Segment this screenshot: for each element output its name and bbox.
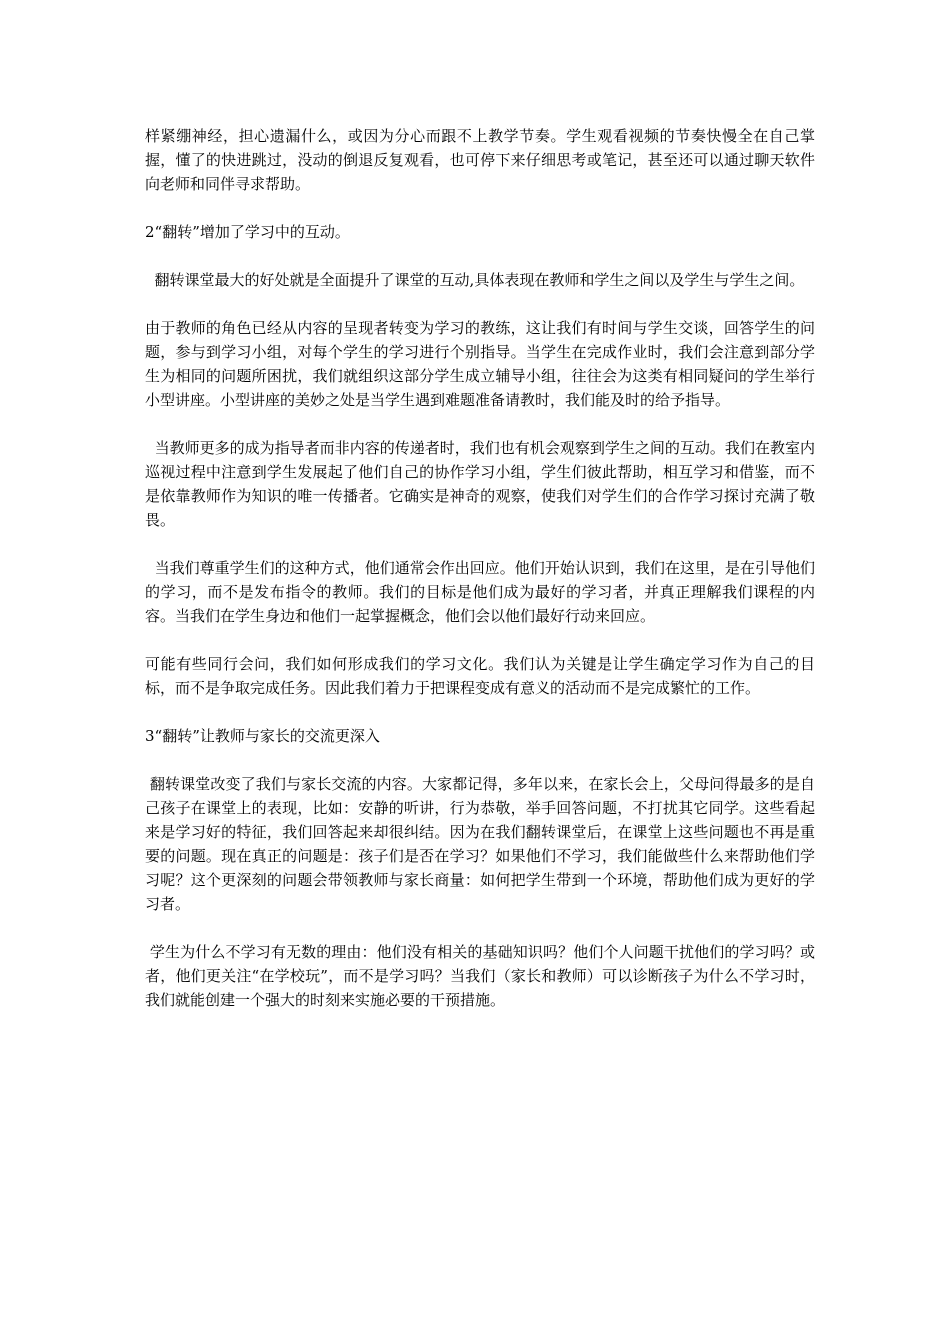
paragraph-student-interaction: 当教师更多的成为指导者而非内容的传递者时，我们也有机会观察到学生之间的互动。我们在教室内巡视过程中注意到学生发展起了他们自己的协作学习小组，学生们彼此帮助，相互学习和借鉴，而不是依靠教师作为知识的唯一传播者。它确实是神奇的观察，使我们对学生们的合作学习探讨充满了敬畏。: [145, 439, 815, 529]
paragraph-parent-communication: 翻转课堂改变了我们与家长交流的内容。大家都记得，多年以来，在家长会上，父母问得最多的是自己孩子在课堂上的表现，比如：安静的听讲，行为恭敬，举手回答问题，不打扰其它同学。这些看起来是学习好的特征，我们回答起来却很纠结。因为在我们翻转课堂后，在课堂上这些问题也不再是重要的问题。现在真正的问题是：孩子们是否在学习？如果他们不学习，我们能做些什么来帮助他们学习呢？这个更深刻的问题会带领教师与家长商量：如何把学生带到一个环境，帮助他们成为更好的学习者。: [145, 775, 815, 913]
paragraph-respect-students: 当我们尊重学生们的这种方式，他们通常会作出回应。他们开始认识到，我们在这里，是在引导他们的学习，而不是发布指令的教师。我们的目标是他们成为最好的学习者，并真正理解我们课程的内容。当我们在学生身边和他们一起掌握概念，他们会以他们最好行动来回应。: [145, 559, 815, 625]
paragraph-learning-culture: 可能有些同行会问，我们如何形成我们的学习文化。我们认为关键是让学生确定学习作为自己的目标，而不是争取完成任务。因此我们着力于把课程变成有意义的活动而不是完成繁忙的工作。: [145, 655, 815, 697]
paragraph-video-pacing: 样紧绷神经，担心遗漏什么，或因为分心而跟不上教学节奏。学生观看视频的节奏快慢全在自己掌握，懂了的快进跳过，没动的倒退反复观看，也可停下来仔细思考或笔记，甚至还可以通过聊天软件向老师和同伴寻求帮助。: [145, 127, 815, 193]
section-heading-parents: 3“翻转”让教师与家长的交流更深入: [145, 727, 380, 745]
paragraph-teacher-coach: 由于教师的角色已经从内容的呈现者转变为学习的教练，这让我们有时间与学生交谈，回答学生的问题，参与到学习小组，对每个学生的学习进行个别指导。当学生在完成作业时，我们会注意到部分学生为相同的问题所困扰，我们就组织这部分学生成立辅导小组，往往会为这类有相同疑问的学生举行小型讲座。小型讲座的美妙之处是当学生遇到难题准备请教时，我们能及时的给予指导。: [145, 319, 815, 409]
section-heading-interaction: 2“翻转”增加了学习中的互动。: [145, 223, 350, 241]
document-body: [145, 124, 815, 1036]
paragraph-classroom-interaction: 翻转课堂最大的好处就是全面提升了课堂的互动,具体表现在教师和学生之间以及学生与学生之间。: [145, 271, 805, 289]
paragraph-reasons-not-learning: 学生为什么不学习有无数的理由：他们没有相关的基础知识吗？他们个人问题干扰他们的学习吗？或者，他们更关注“在学校玩”，而不是学习吗？当我们（家长和教师）可以诊断孩子为什么不学习时，我们就能创建一个强大的时刻来实施必要的干预措施。: [145, 943, 815, 1009]
